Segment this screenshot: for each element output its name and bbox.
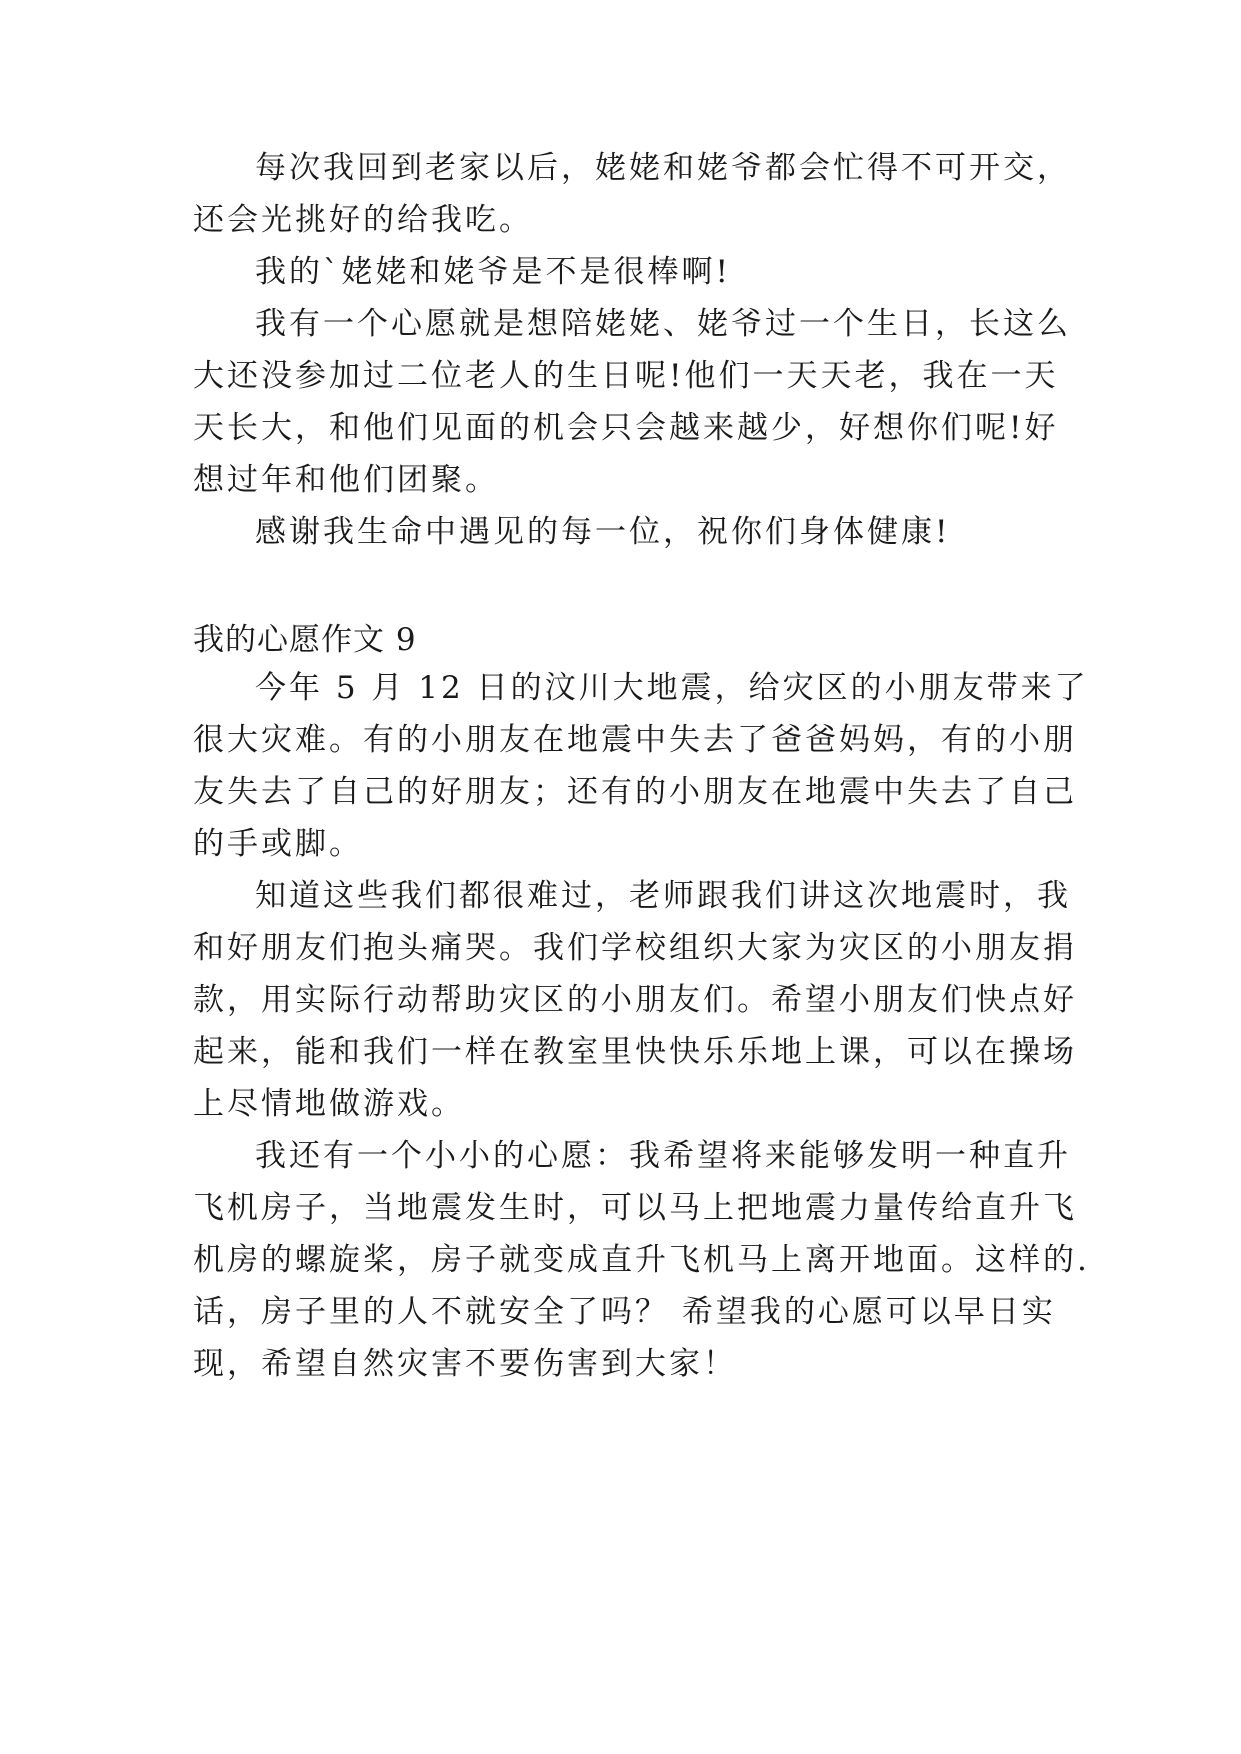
paragraph-line: 和好朋友们抱头痛哭。我们学校组织大家为灾区的小朋友捐 — [193, 930, 1077, 966]
paragraph-line: 每次我回到老家以后，姥姥和姥爷都会忙得不可开交， — [255, 150, 1071, 186]
paragraph-line: 飞机房子，当地震发生时，可以马上把地震力量传给直升飞 — [193, 1190, 1077, 1226]
paragraph-line: 天长大，和他们见面的机会只会越来越少，好想你们呢!好 — [193, 410, 1059, 446]
paragraph-line: 款，用实际行动帮助灾区的小朋友们。希望小朋友们快点好 — [193, 982, 1077, 1018]
paragraph-line: 大还没参加过二位老人的生日呢!他们一天天老，我在一天 — [193, 358, 1059, 394]
paragraph-line: 的手或脚。 — [193, 826, 363, 862]
paragraph-line: 还会光挑好的给我吃。 — [193, 202, 533, 238]
document-page — [193, 0, 1090, 1754]
paragraph-line: 我还有一个小小的心愿：我希望将来能够发明一种直升 — [255, 1138, 1071, 1174]
paragraph-line: 话，房子里的人不就安全了吗？ 希望我的心愿可以早日实 — [193, 1294, 1056, 1330]
paragraph-line: 很大灾难。有的小朋友在地震中失去了爸爸妈妈，有的小朋 — [193, 722, 1077, 758]
paragraph-line: 今年 5 月 12 日的汶川大地震，给灾区的小朋友带来了 — [255, 670, 1089, 706]
paragraph-line: 我的`姥姥和姥爷是不是很棒啊! — [255, 254, 731, 290]
paragraph-line: 机房的螺旋桨，房子就变成直升飞机马上离开地面。这样的. — [193, 1242, 1090, 1278]
paragraph-line: 上尽情地做游戏。 — [193, 1086, 465, 1122]
paragraph-line: 想过年和他们团聚。 — [193, 462, 499, 498]
paragraph-line: 现，希望自然灾害不要伤害到大家！ — [193, 1346, 737, 1382]
paragraph-line: 我有一个心愿就是想陪姥姥、姥爷过一个生日，长这么 — [255, 306, 1071, 342]
paragraph-line: 知道这些我们都很难过，老师跟我们讲这次地震时，我 — [255, 878, 1071, 914]
paragraph-line: 友失去了自己的好朋友；还有的小朋友在地震中失去了自己 — [193, 774, 1077, 810]
paragraph-line: 感谢我生命中遇见的每一位，祝你们身体健康! — [255, 514, 951, 550]
section-title: 我的心愿作文 9 — [193, 622, 417, 658]
paragraph-line: 起来，能和我们一样在教室里快快乐乐地上课，可以在操场 — [193, 1034, 1077, 1070]
